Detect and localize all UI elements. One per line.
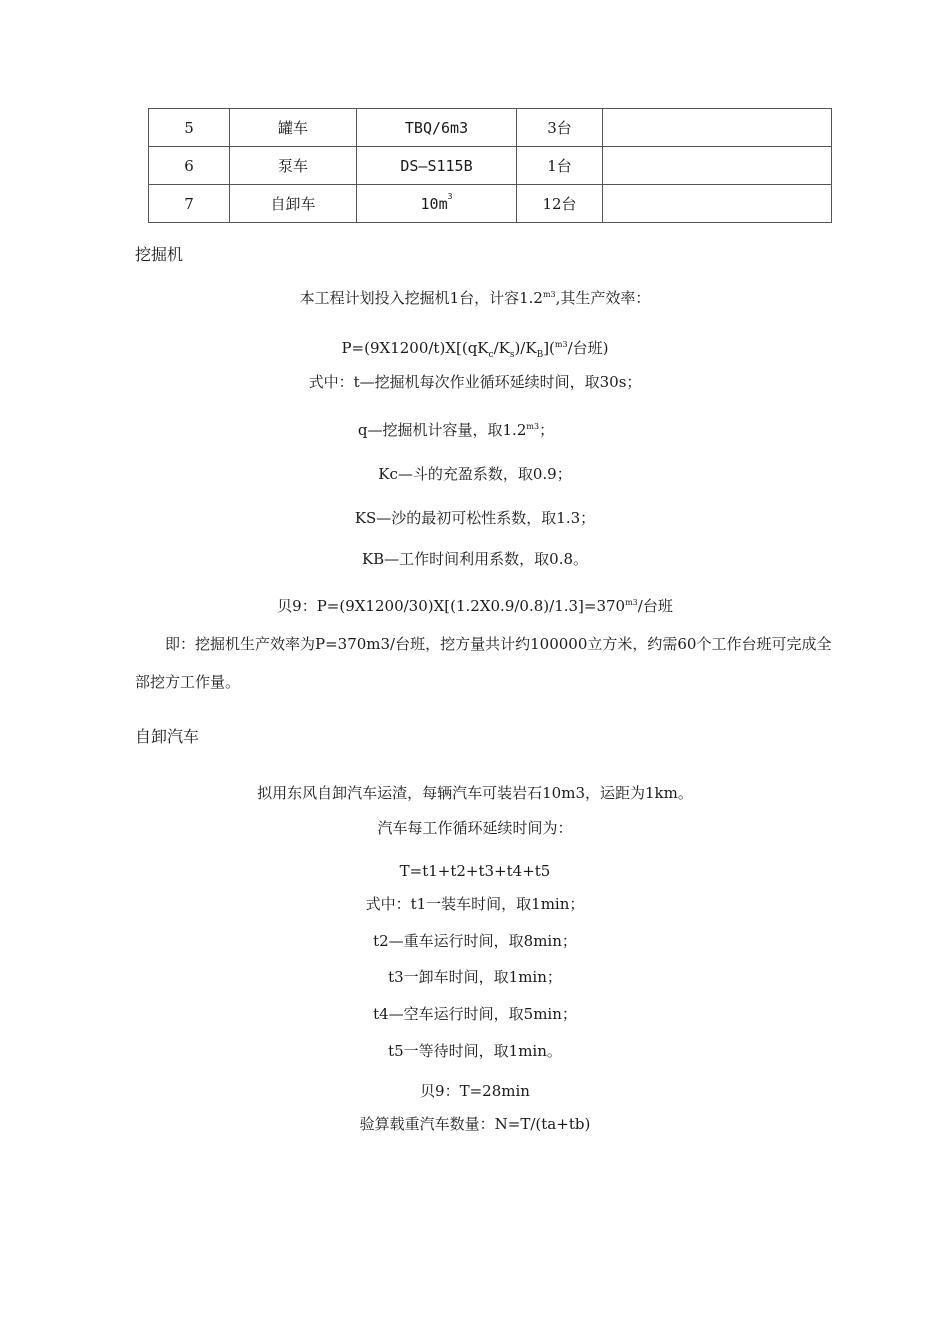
table-row	[149, 185, 832, 223]
cell-model: TBQ/6m3	[357, 109, 517, 147]
result-text: 贝9：P=(9X1200/30)X[(1.2X0.9/0.8)/1.3]=370	[277, 597, 626, 615]
where-t2: t2—重车运行时间，取8min；	[373, 932, 577, 950]
excavator-heading: 挖掘机	[135, 245, 184, 264]
intro-text-end: ,其生产效率：	[555, 289, 651, 307]
formula-sup: m3	[554, 340, 568, 349]
cell-model-text: 10m	[420, 194, 448, 213]
excavator-intro	[0, 288, 950, 308]
formula-sub: B	[536, 350, 544, 360]
where-t5: t5一等待时间，取1min。	[388, 1042, 562, 1060]
formula-part: ](	[543, 339, 555, 357]
where-kb: KB—工作时间利用系数，取0.8。	[361, 550, 589, 568]
formula-sub: c	[488, 350, 494, 360]
intro-sup: m3	[542, 290, 556, 299]
where-q-end: ；	[539, 421, 555, 439]
truck-intro: 拟用东风自卸汽车运渣，每辆汽车可装岩石10m3，运距为1km。	[257, 784, 693, 802]
where-q-text: q—挖掘机计容量，取1.2	[357, 421, 527, 439]
table-row	[149, 147, 832, 185]
cell-model: DS—S115B	[357, 147, 517, 185]
excavator-result	[0, 596, 950, 616]
cell-note	[603, 109, 832, 147]
cell-name: 罐车	[230, 109, 357, 147]
cell-qty: 12台	[517, 185, 603, 223]
table-row	[149, 109, 832, 147]
excavator-conclusion: 即：挖掘机生产效率为P=370m3/台班，挖方量共计约100000立方米，约需60个工作台班可完成全部挖方工作量。	[135, 635, 832, 691]
where-q	[0, 420, 912, 440]
cell-no: 6	[149, 147, 230, 185]
truck-formula: T=t1+t2+t3+t4+t5	[399, 862, 551, 880]
cell-qty: 1台	[517, 147, 603, 185]
formula-sub: s	[509, 350, 515, 360]
result-end: /台班	[637, 597, 673, 615]
excavator-formula	[0, 338, 950, 365]
cell-no: 7	[149, 185, 230, 223]
truck-heading: 自卸汽车	[135, 727, 200, 746]
equipment-table	[148, 108, 832, 223]
where-t: 式中：t—挖掘机每次作业循环延续时间，取30s；	[308, 373, 642, 391]
where-t4: t4—空车运行时间，取5min；	[373, 1005, 577, 1023]
where-q-sup: m3	[526, 422, 540, 431]
cell-qty: 3台	[517, 109, 603, 147]
where-ks: KS—沙的最初可松性系数，取1.3；	[354, 509, 596, 527]
cell-no: 5	[149, 109, 230, 147]
cell-name: 自卸车	[230, 185, 357, 223]
cell-model-sup: 3	[447, 191, 453, 201]
truck-verify: 验算载重汽车数量：N=T/(ta+tb)	[359, 1115, 591, 1133]
cell-model	[357, 185, 517, 223]
formula-part: )/K	[514, 339, 537, 357]
intro-text: 本工程计划投入挖掘机1台，计容1.2	[299, 289, 543, 307]
truck-cycle: 汽车每工作循环延续时间为：	[377, 819, 573, 837]
formula-part: /K	[493, 339, 510, 357]
cell-name: 泵车	[230, 147, 357, 185]
where-kc: Kc—斗的充盈系数，取0.9；	[378, 465, 572, 483]
cell-note	[603, 147, 832, 185]
result-sup: m3	[625, 598, 638, 607]
formula-part: /台班)	[567, 339, 609, 357]
cell-note	[603, 185, 832, 223]
where-t1: 式中：t1一装车时间，取1min；	[365, 895, 585, 913]
formula-part: P=(9X1200/t)X[(qK	[341, 339, 489, 357]
truck-result: 贝9：T=28min	[420, 1082, 530, 1100]
where-t3: t3一卸车时间，取1min；	[388, 968, 562, 986]
